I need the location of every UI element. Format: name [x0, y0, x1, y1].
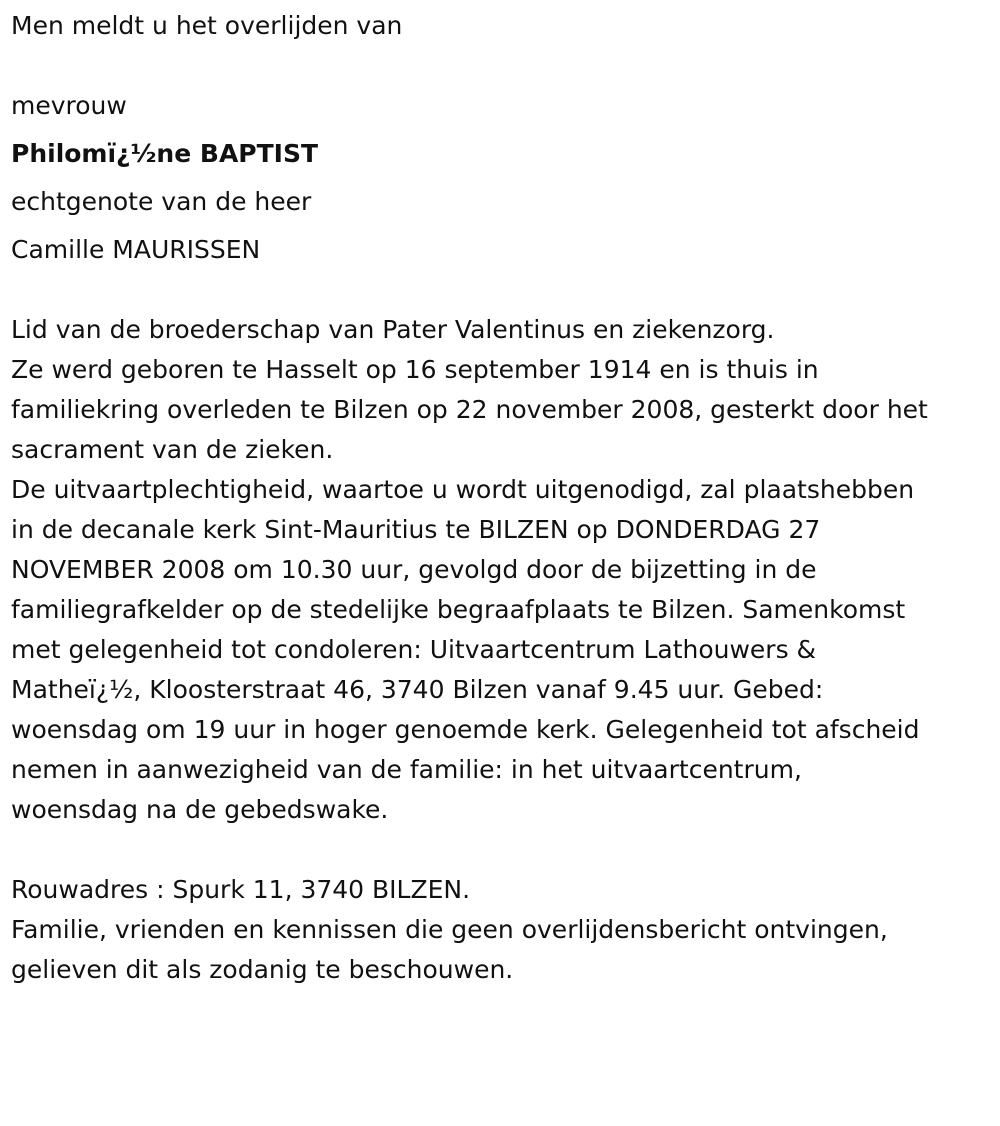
intro-text: Men meldt u het overlijden van	[11, 11, 403, 40]
closing-line: Familie, vrienden en kennissen die geen overlijdensbericht ontvingen,	[11, 915, 888, 944]
funeral-line: NOVEMBER 2008 om 10.30 uur, gevolgd door de bijzetting in de	[11, 555, 817, 584]
funeral-line: familiegrafkelder op de stedelijke begraafplaats te Bilzen. Samenkomst	[11, 595, 906, 624]
honorific-text: mevrouw	[11, 91, 127, 120]
birth-death-paragraph	[11, 350, 991, 470]
birth-death-line: familiekring overleden te Bilzen op 22 november 2008, gesterkt door het	[11, 395, 928, 424]
relation-text: echtgenote van de heer	[11, 187, 312, 216]
funeral-paragraph	[11, 470, 991, 830]
closing-line: gelieven dit als zodanig te beschouwen.	[11, 955, 514, 984]
funeral-line: woensdag om 19 uur in hoger genoemde kerk. Gelegenheid tot afscheid	[11, 715, 920, 744]
deceased-name: Philomï¿½ne BAPTIST	[11, 139, 319, 168]
closing-paragraph	[11, 910, 991, 990]
funeral-line: met gelegenheid tot condoleren: Uitvaartcentrum Lathouwers &	[11, 635, 817, 664]
death-notice	[11, 6, 991, 990]
funeral-line: Matheï¿½, Kloosterstraat 46, 3740 Bilzen vanaf 9.45 uur. Gebed:	[11, 675, 824, 704]
funeral-line: woensdag na de gebedswake.	[11, 795, 389, 824]
mourning-address: Rouwadres : Spurk 11, 3740 BILZEN.	[11, 875, 471, 904]
funeral-line: in de decanale kerk Sint-Mauritius te BILZEN op DONDERDAG 27	[11, 515, 821, 544]
birth-death-line: Ze werd geboren te Hasselt op 16 september 1914 en is thuis in	[11, 355, 819, 384]
funeral-line: nemen in aanwezigheid van de familie: in het uitvaartcentrum,	[11, 755, 802, 784]
membership-text: Lid van de broederschap van Pater Valentinus en ziekenzorg.	[11, 315, 775, 344]
spouse-name: Camille MAURISSEN	[11, 235, 261, 264]
funeral-line: De uitvaartplechtigheid, waartoe u wordt uitgenodigd, zal plaatshebben	[11, 475, 915, 504]
birth-death-line: sacrament van de zieken.	[11, 435, 334, 464]
